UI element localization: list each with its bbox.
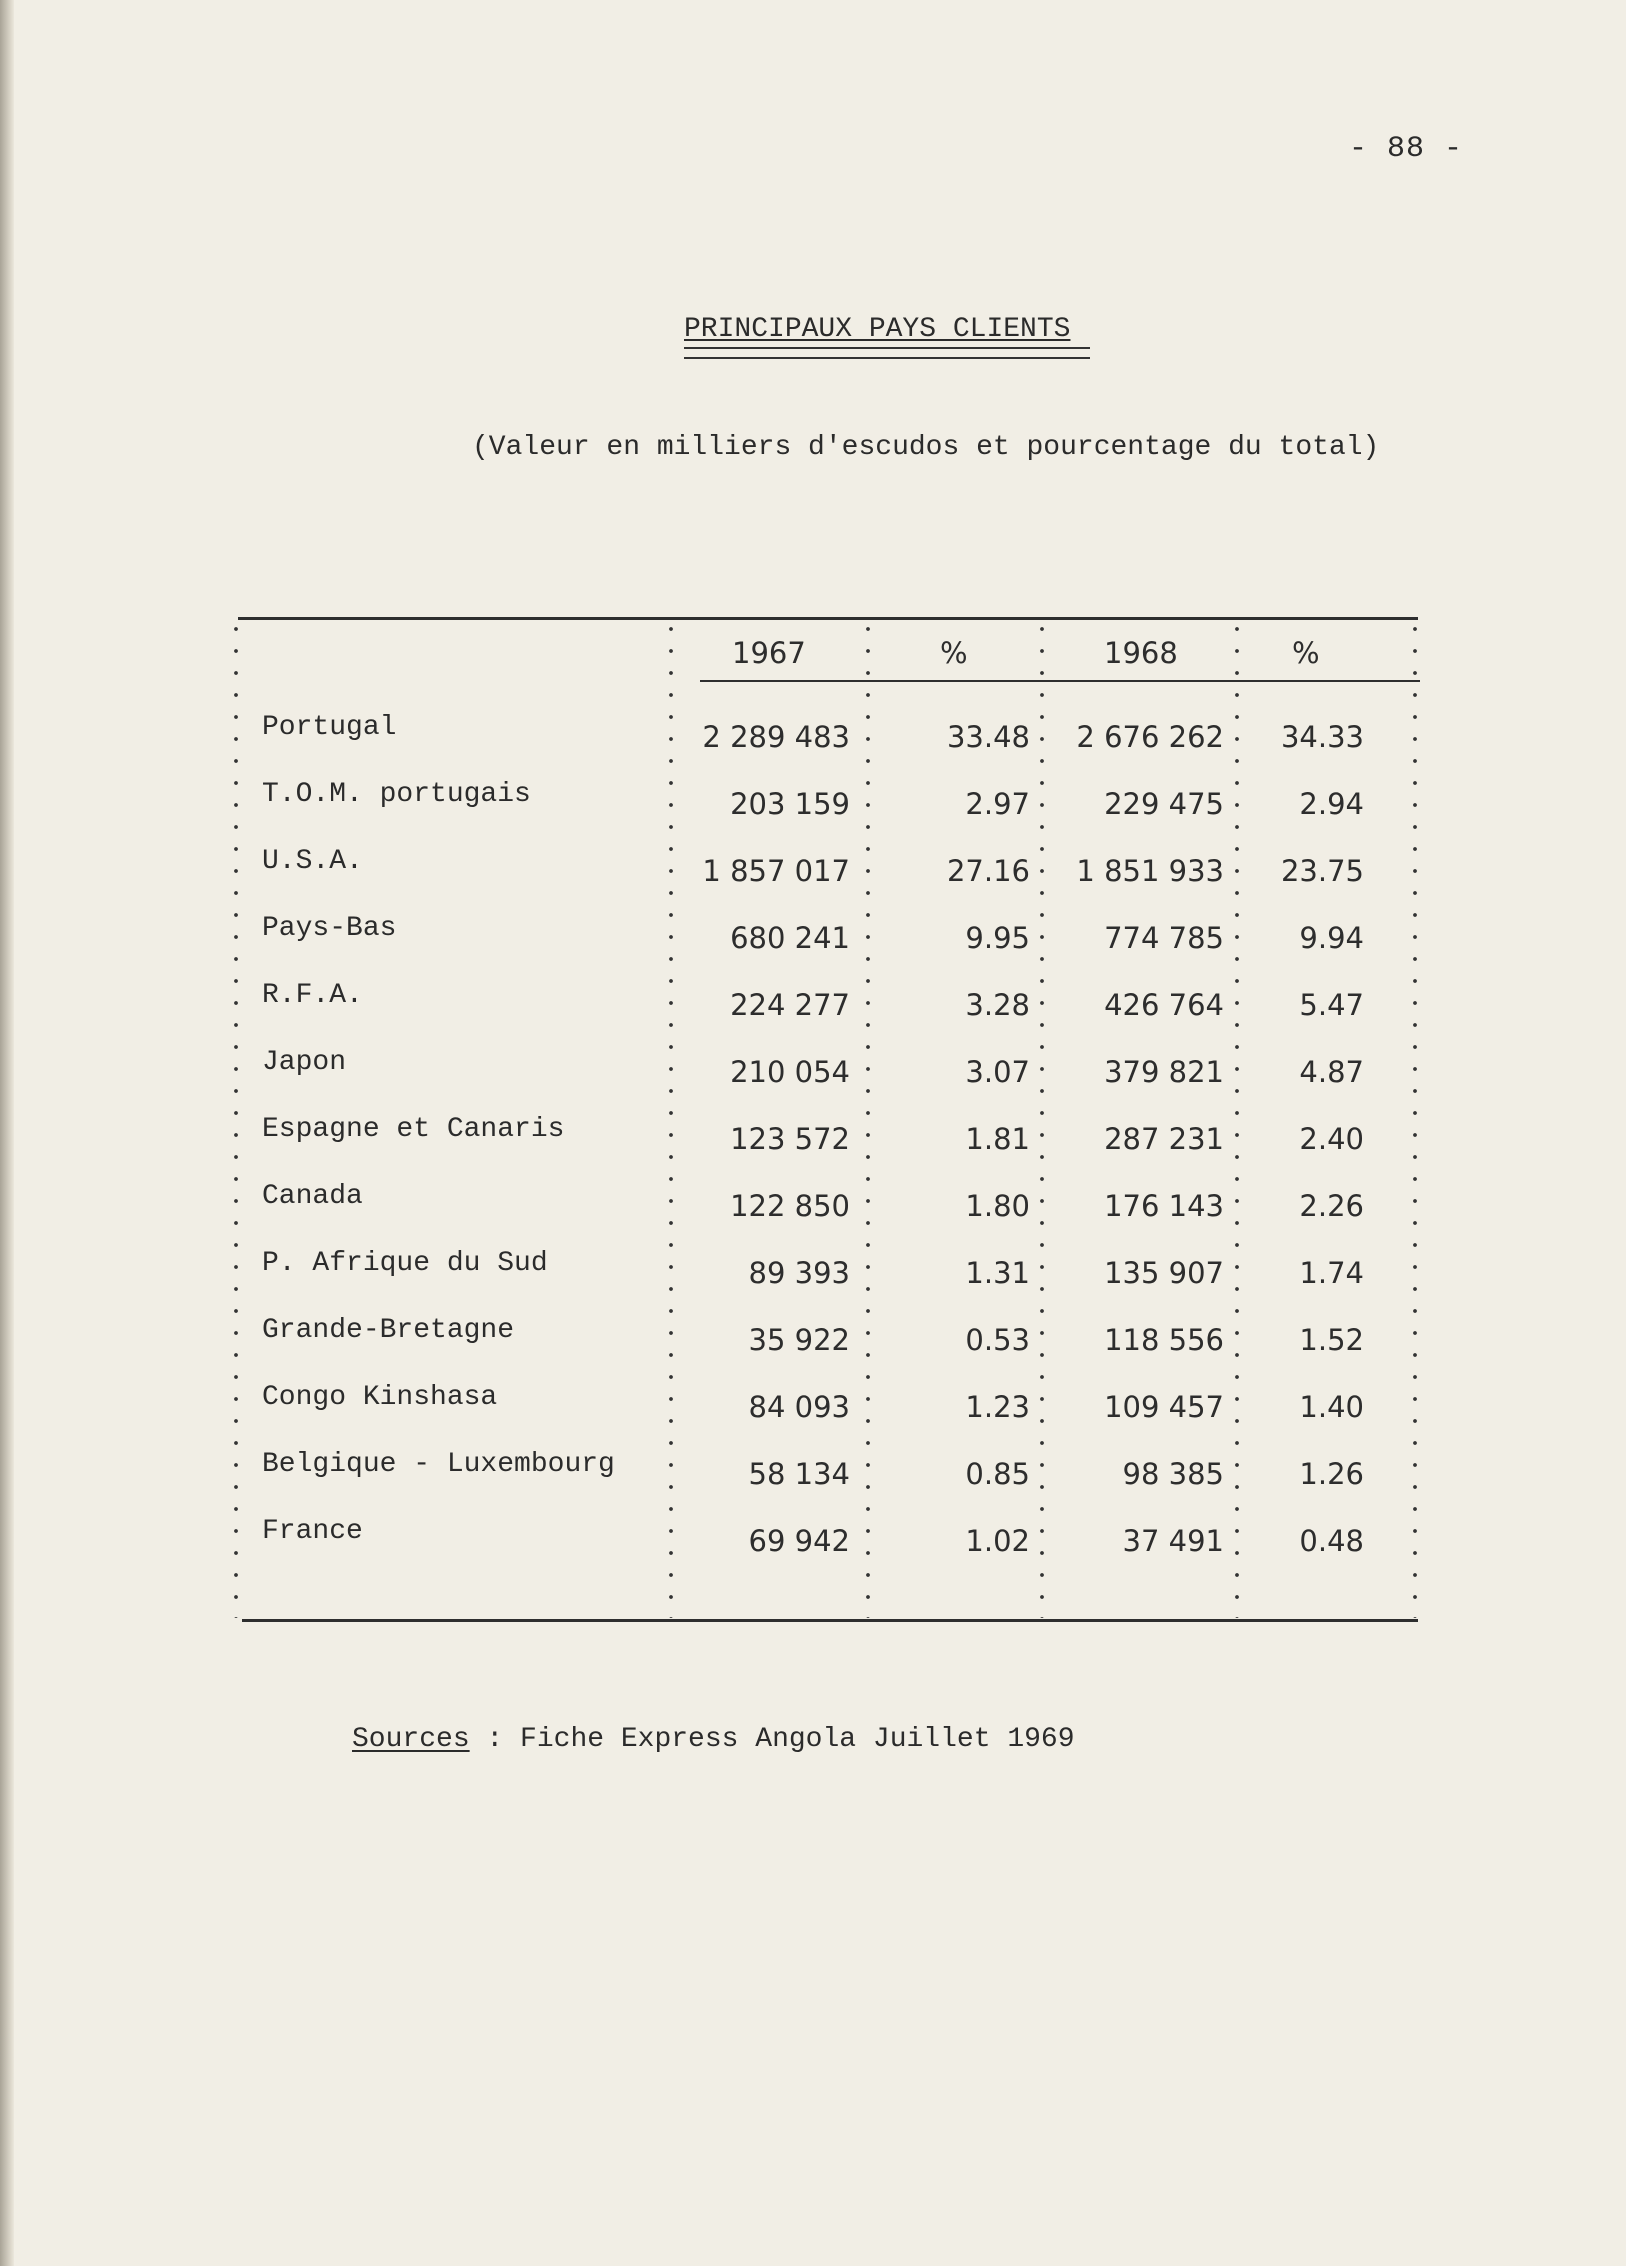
- country-name: Canada: [262, 1181, 363, 1212]
- value-1967: 69 942: [748, 1524, 850, 1558]
- sources-label: Sources: [352, 1724, 470, 1755]
- percent-1967: 1.02: [965, 1524, 1030, 1558]
- value-1968: 98 385: [1122, 1457, 1224, 1491]
- percent-1968: 23.75: [1280, 854, 1364, 888]
- document-page: [14, 0, 1626, 2266]
- country-name: Portugal: [262, 712, 397, 743]
- table-title-text: PRINCIPAUX PAYS CLIENTS: [684, 314, 1071, 345]
- percent-1967: 1.80: [965, 1189, 1030, 1223]
- percent-1967: 3.07: [965, 1055, 1030, 1089]
- title-double-underline: [684, 347, 1090, 359]
- country-name: P. Afrique du Sud: [262, 1248, 548, 1279]
- table-row: [14, 846, 1626, 892]
- value-1968: 109 457: [1104, 1390, 1224, 1424]
- value-1968: 426 764: [1104, 988, 1224, 1022]
- percent-1967: 33.48: [946, 720, 1030, 754]
- value-1967: 680 241: [730, 921, 850, 955]
- value-1968: 229 475: [1104, 787, 1224, 821]
- percent-1967: 0.53: [965, 1323, 1030, 1357]
- value-1968: 1 851 933: [1076, 854, 1224, 888]
- table-row: [14, 1181, 1626, 1227]
- value-1967: 58 134: [748, 1457, 850, 1491]
- value-1968: 37 491: [1122, 1524, 1224, 1558]
- table-row: [14, 1248, 1626, 1294]
- header-percent-1968: %: [1292, 636, 1320, 670]
- binding-edge: [0, 0, 14, 2266]
- country-name: Belgique - Luxembourg: [262, 1449, 615, 1480]
- percent-1967: 27.16: [946, 854, 1030, 888]
- value-1968: 176 143: [1104, 1189, 1224, 1223]
- value-1968: 135 907: [1104, 1256, 1224, 1290]
- value-1968: 118 556: [1104, 1323, 1224, 1357]
- value-1968: 774 785: [1104, 921, 1224, 955]
- percent-1967: 9.95: [965, 921, 1030, 955]
- country-name: Espagne et Canaris: [262, 1114, 565, 1145]
- table-row: [14, 1449, 1626, 1495]
- table-row: [14, 779, 1626, 825]
- table-top-rule: [238, 617, 1418, 620]
- value-1968: 287 231: [1104, 1122, 1224, 1156]
- percent-1967: 3.28: [965, 988, 1030, 1022]
- table-row: [14, 980, 1626, 1026]
- header-percent-1967: %: [940, 636, 968, 670]
- value-1967: 35 922: [748, 1323, 850, 1357]
- header-1967: 1967: [732, 636, 806, 670]
- table-row: [14, 712, 1626, 758]
- percent-1967: 1.81: [965, 1122, 1030, 1156]
- table-row: [14, 913, 1626, 959]
- value-1967: 224 277: [730, 988, 850, 1022]
- percent-1967: 0.85: [965, 1457, 1030, 1491]
- country-name: France: [262, 1516, 363, 1547]
- value-1967: 210 054: [730, 1055, 850, 1089]
- value-1967: 84 093: [748, 1390, 850, 1424]
- table-row: [14, 1516, 1626, 1562]
- country-name: Congo Kinshasa: [262, 1382, 498, 1413]
- header-1968: 1968: [1104, 636, 1178, 670]
- percent-1968: 9.94: [1299, 921, 1364, 955]
- value-1967: 122 850: [730, 1189, 850, 1223]
- percent-1967: 2.97: [965, 787, 1030, 821]
- value-1967: 89 393: [748, 1256, 850, 1290]
- value-1967: 123 572: [730, 1122, 850, 1156]
- country-name: Grande-Bretagne: [262, 1315, 515, 1346]
- percent-1967: 1.23: [965, 1390, 1030, 1424]
- percent-1968: 2.94: [1299, 787, 1364, 821]
- percent-1968: 5.47: [1299, 988, 1364, 1022]
- table-row: [14, 1047, 1626, 1093]
- value-1968: 379 821: [1104, 1055, 1224, 1089]
- value-1967: 2 289 483: [702, 720, 850, 754]
- table-subtitle: (Valeur en milliers d'escudos et pourcentage du total): [472, 432, 1380, 463]
- country-name: Pays-Bas: [262, 913, 397, 944]
- table-row: [14, 1114, 1626, 1160]
- page-number: - 88 -: [1349, 132, 1464, 166]
- percent-1968: 0.48: [1299, 1524, 1364, 1558]
- sources-note: [352, 1724, 1075, 1755]
- percent-1968: 1.52: [1299, 1323, 1364, 1357]
- percent-1968: 1.40: [1299, 1390, 1364, 1424]
- country-name: U.S.A.: [262, 846, 363, 877]
- value-1968: 2 676 262: [1076, 720, 1224, 754]
- sources-text: : Fiche Express Angola Juillet 1969: [469, 1724, 1075, 1755]
- table-row: [14, 1382, 1626, 1428]
- value-1967: 1 857 017: [702, 854, 850, 888]
- table-title: [684, 314, 1090, 359]
- country-name: T.O.M. portugais: [262, 779, 531, 810]
- table-bottom-rule: [242, 1619, 1418, 1622]
- percent-1968: 2.26: [1299, 1189, 1364, 1223]
- percent-1968: 4.87: [1299, 1055, 1364, 1089]
- table-header-rule: [700, 680, 1420, 682]
- percent-1968: 2.40: [1299, 1122, 1364, 1156]
- country-name: Japon: [262, 1047, 347, 1078]
- percent-1968: 1.26: [1299, 1457, 1364, 1491]
- percent-1968: 1.74: [1299, 1256, 1364, 1290]
- value-1967: 203 159: [730, 787, 850, 821]
- table-row: [14, 1315, 1626, 1361]
- percent-1968: 34.33: [1280, 720, 1364, 754]
- percent-1967: 1.31: [965, 1256, 1030, 1290]
- country-name: R.F.A.: [262, 980, 363, 1011]
